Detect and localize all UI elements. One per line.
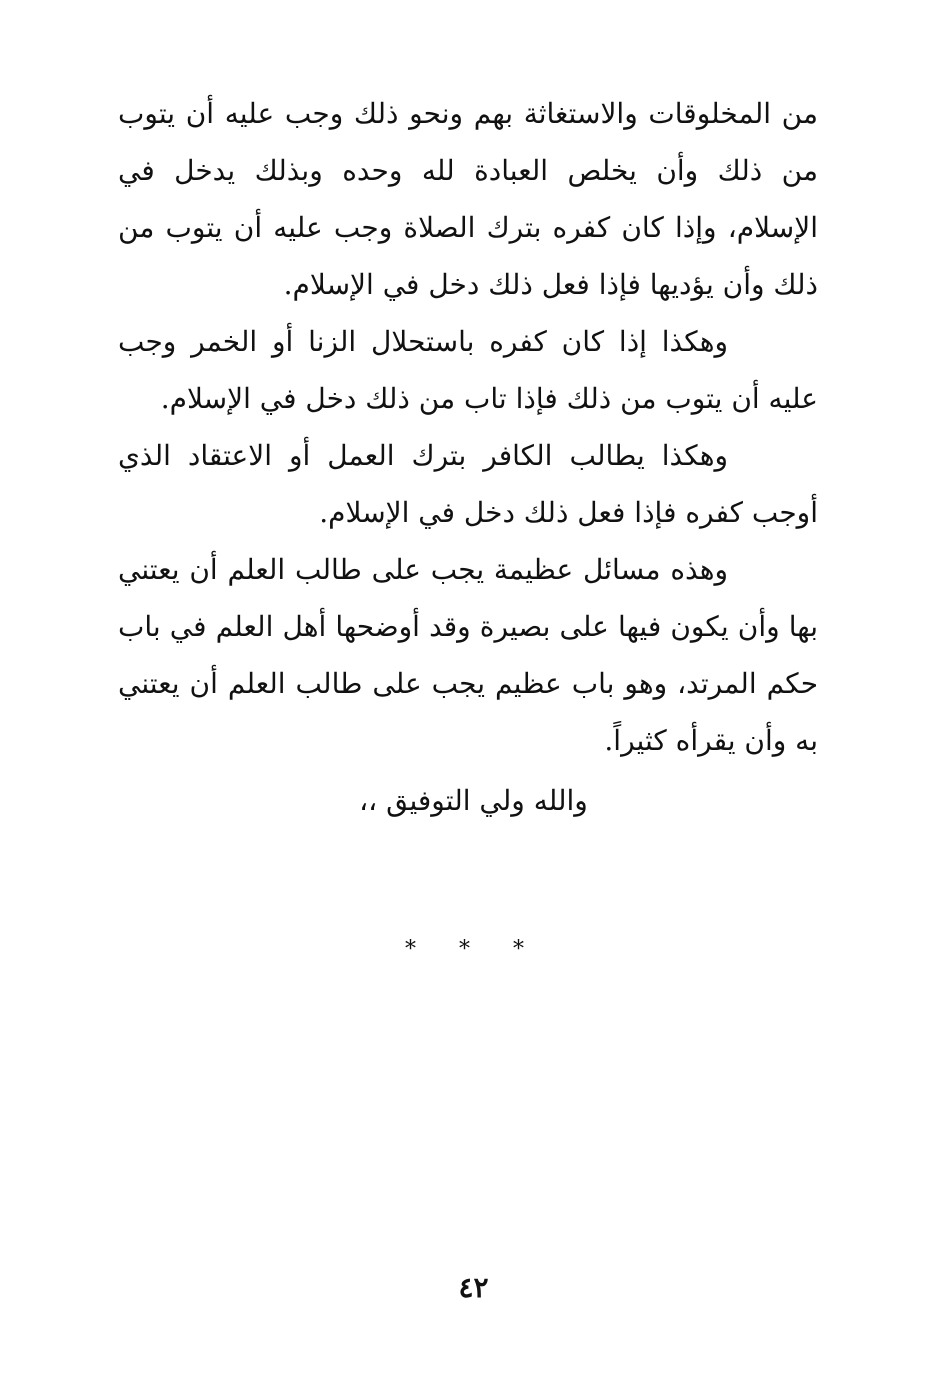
section-divider: * * * [405, 937, 542, 962]
paragraph-2: وهكذا إذا كان كفره باستحلال الزنا أو الخمر وجب عليه أن يتوب من ذلك فإذا تاب من ذلك دخل في الإسلام. [118, 325, 818, 415]
body-text [118, 85, 818, 769]
page-number: ٤٢ [458, 1271, 489, 1304]
closing-line: والله ولي التوفيق ،، [359, 784, 588, 817]
paragraph-3: وهكذا يطالب الكافر بترك العمل أو الاعتقاد الذي أوجب كفره فإذا فعل ذلك دخل في الإسلام. [118, 439, 818, 529]
paragraph-4: وهذه مسائل عظيمة يجب على طالب العلم أن يعتني بها وأن يكون فيها على بصيرة وقد أوضحها أهل العلم في باب حكم المرتد، وهو باب عظيم يجب على طالب العلم أن يعتني به وأن يقرأه كثيراً. [118, 553, 818, 757]
paragraph-1: من المخلوقات والاستغاثة بهم ونحو ذلك وجب عليه أن يتوب من ذلك وأن يخلص العبادة لله وحده وبذلك يدخل في الإسلام، وإذا كان كفره بترك الصلاة وجب عليه أن يتوب من ذلك وأن يؤديها فإذا فعل ذلك دخل في الإسلام. [118, 97, 818, 301]
